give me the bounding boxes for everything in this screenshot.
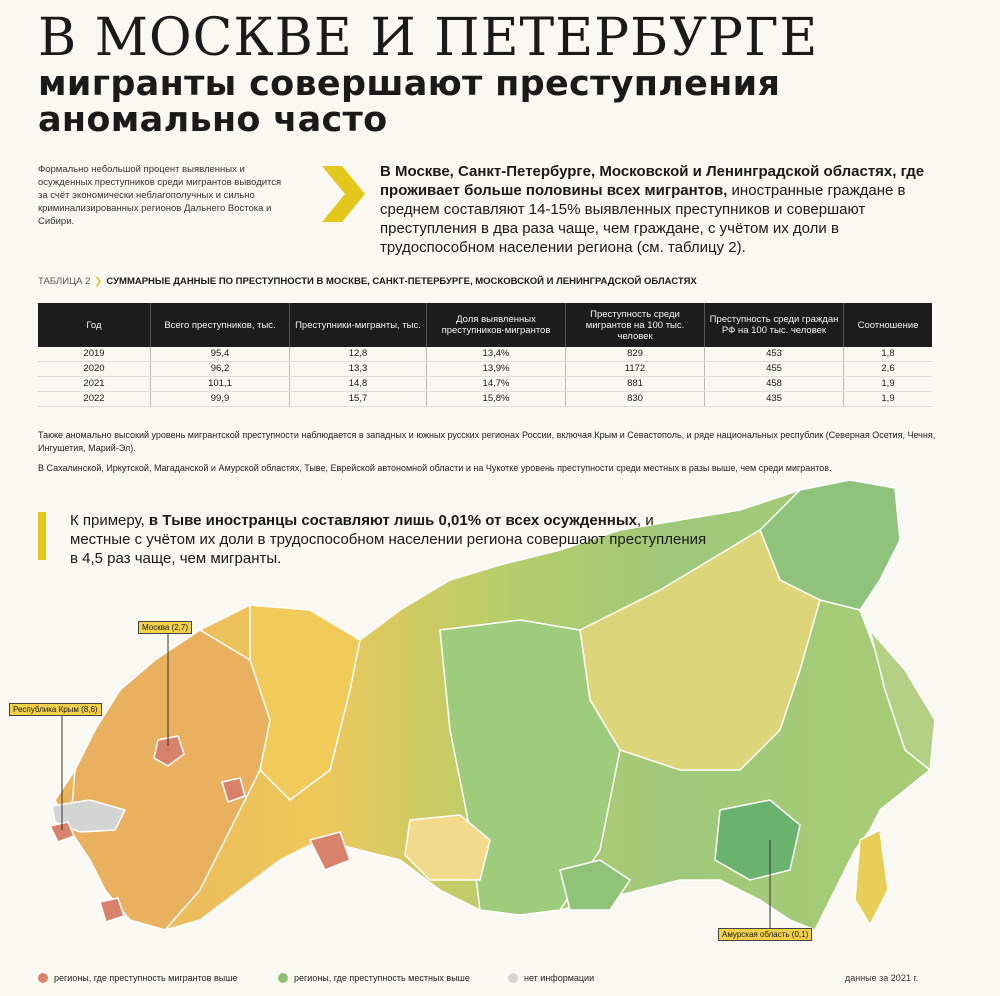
table-cell: 14,8 bbox=[290, 377, 427, 392]
table-row bbox=[38, 362, 932, 377]
intro-right-text bbox=[380, 162, 940, 257]
col-header-migrants: Преступники-мигранты, тыс. bbox=[290, 303, 427, 347]
quote-pre: К примеру, bbox=[70, 512, 149, 529]
col-header-ratio: Соотношение bbox=[844, 303, 933, 347]
col-header-citizen-rate: Преступность среди граждан РФ на 100 тыс. человек bbox=[705, 303, 844, 347]
paragraph-west-south: Также аномально высокий уровень мигрантской преступности наблюдается в западных и южных русских регионах России, включая Крым и Севастополь, и ряде национальных республик (Северная Осетия, Чечня, Ингушетия, Марий-Эл). bbox=[38, 430, 936, 453]
intro-right-bold: В Москве, Санкт-Петербурге, Московской и Ленинградской областях, где проживает больше половины всех мигрантов, bbox=[380, 163, 925, 199]
table-cell: 1,8 bbox=[844, 347, 933, 362]
map-sakhalin bbox=[855, 830, 888, 925]
col-header-share: Доля выявленных преступников-мигрантов bbox=[427, 303, 566, 347]
legend-dot-green bbox=[278, 973, 288, 983]
quote-bold: в Тыве иностранцы составляют лишь 0,01% от всех осужденных bbox=[148, 512, 638, 529]
intro-right-rest: иностранные граждане в среднем составляют 14-15% выявленных преступников и совершают преступления в два раза чаще, чем граждане, с учётом их доли в трудоспособном населении региона (см. таблицу 2). bbox=[380, 182, 906, 256]
crime-table bbox=[38, 303, 932, 407]
table-cell: 12,8 bbox=[290, 347, 427, 362]
col-header-year: Год bbox=[38, 303, 151, 347]
table-cell: 2020 bbox=[38, 362, 151, 377]
table-cell: 2022 bbox=[38, 392, 151, 407]
paragraph-east: В Сахалинской, Иркутской, Магаданской и Амурской областях, Тыве, Еврейской автономной области и на Чукотке уровень преступности среди местных в разы выше, чем среди мигрантов. bbox=[38, 463, 832, 473]
col-header-total: Всего преступников, тыс. bbox=[151, 303, 290, 347]
table-row bbox=[38, 347, 932, 362]
table-cell: 2021 bbox=[38, 377, 151, 392]
quote-post: , и местные с учётом их доли в трудоспособном населении региона совершают преступления в 4,5 раз чаще, чем мигранты. bbox=[70, 512, 707, 567]
table-row bbox=[38, 377, 932, 392]
table-cell: 99,9 bbox=[151, 392, 290, 407]
table-cell: 15,7 bbox=[290, 392, 427, 407]
table-cell: 453 bbox=[705, 347, 844, 362]
legend-migrants-higher bbox=[38, 973, 237, 983]
legend-no-data bbox=[508, 973, 594, 983]
intro-left-text: Формально небольшой процент выявленных и осужденных преступников среди мигрантов выводится за счёт экономически неблагополучных и сильно криминализированных регионов Дальнего Востока и Сибири. bbox=[38, 164, 282, 227]
table-cell: 1172 bbox=[566, 362, 705, 377]
table-cell: 829 bbox=[566, 347, 705, 362]
legend-migrants-higher-label: регионы, где преступность мигрантов выше bbox=[54, 973, 238, 983]
page-subtitle: мигранты совершают преступления аномально часто bbox=[38, 64, 781, 140]
table-cell: 95,4 bbox=[151, 347, 290, 362]
table-cell: 881 bbox=[566, 377, 705, 392]
callout-crimea: Республика Крым (8,6) bbox=[9, 703, 102, 716]
quote-accent-bar bbox=[38, 512, 46, 560]
col-header-migrant-rate: Преступность среди мигрантов на 100 тыс. человек bbox=[566, 303, 705, 347]
table-cell: 96,2 bbox=[151, 362, 290, 377]
legend-dot-gray bbox=[508, 973, 518, 983]
chevron-right-icon bbox=[320, 166, 365, 222]
table-header-row bbox=[38, 303, 932, 347]
table-label: ТАБЛИЦА 2 bbox=[38, 276, 91, 287]
table-cell: 13,9% bbox=[427, 362, 566, 377]
table-cell: 2,6 bbox=[844, 362, 933, 377]
table-title: СУММАРНЫЕ ДАННЫЕ ПО ПРЕСТУПНОСТИ В МОСКВЕ, САНКТ-ПЕТЕРБУРГЕ, МОСКОВСКОЙ И ЛЕНИНГРАДСКОЙ ОБЛАСТЯХ bbox=[106, 276, 697, 287]
table-cell: 1,9 bbox=[844, 377, 933, 392]
table-cell: 101,1 bbox=[151, 377, 290, 392]
chevron-right-small-icon: ❯ bbox=[94, 276, 103, 287]
table-cell: 830 bbox=[566, 392, 705, 407]
legend-dot-red bbox=[38, 973, 48, 983]
table-cell: 1,9 bbox=[844, 392, 933, 407]
table-cell: 2019 bbox=[38, 347, 151, 362]
table-cell: 13,3 bbox=[290, 362, 427, 377]
callout-moscow: Москва (2,7) bbox=[138, 621, 192, 634]
table-cell: 15,8% bbox=[427, 392, 566, 407]
table-cell: 458 bbox=[705, 377, 844, 392]
data-source-note: данные за 2021 г. bbox=[845, 973, 919, 983]
legend-no-data-label: нет информации bbox=[524, 973, 595, 983]
table-cell: 14,7% bbox=[427, 377, 566, 392]
table-caption bbox=[38, 276, 958, 287]
tyva-quote bbox=[70, 511, 710, 568]
legend-locals-higher bbox=[278, 973, 470, 983]
table-cell: 13,4% bbox=[427, 347, 566, 362]
table-cell: 455 bbox=[705, 362, 844, 377]
callout-amur: Амурская область (0,1) bbox=[718, 928, 812, 941]
page-title: В МОСКВЕ И ПЕТЕРБУРГЕ bbox=[38, 8, 819, 68]
table-cell: 435 bbox=[705, 392, 844, 407]
table-row bbox=[38, 392, 932, 407]
legend-locals-higher-label: регионы, где преступность местных выше bbox=[294, 973, 470, 983]
